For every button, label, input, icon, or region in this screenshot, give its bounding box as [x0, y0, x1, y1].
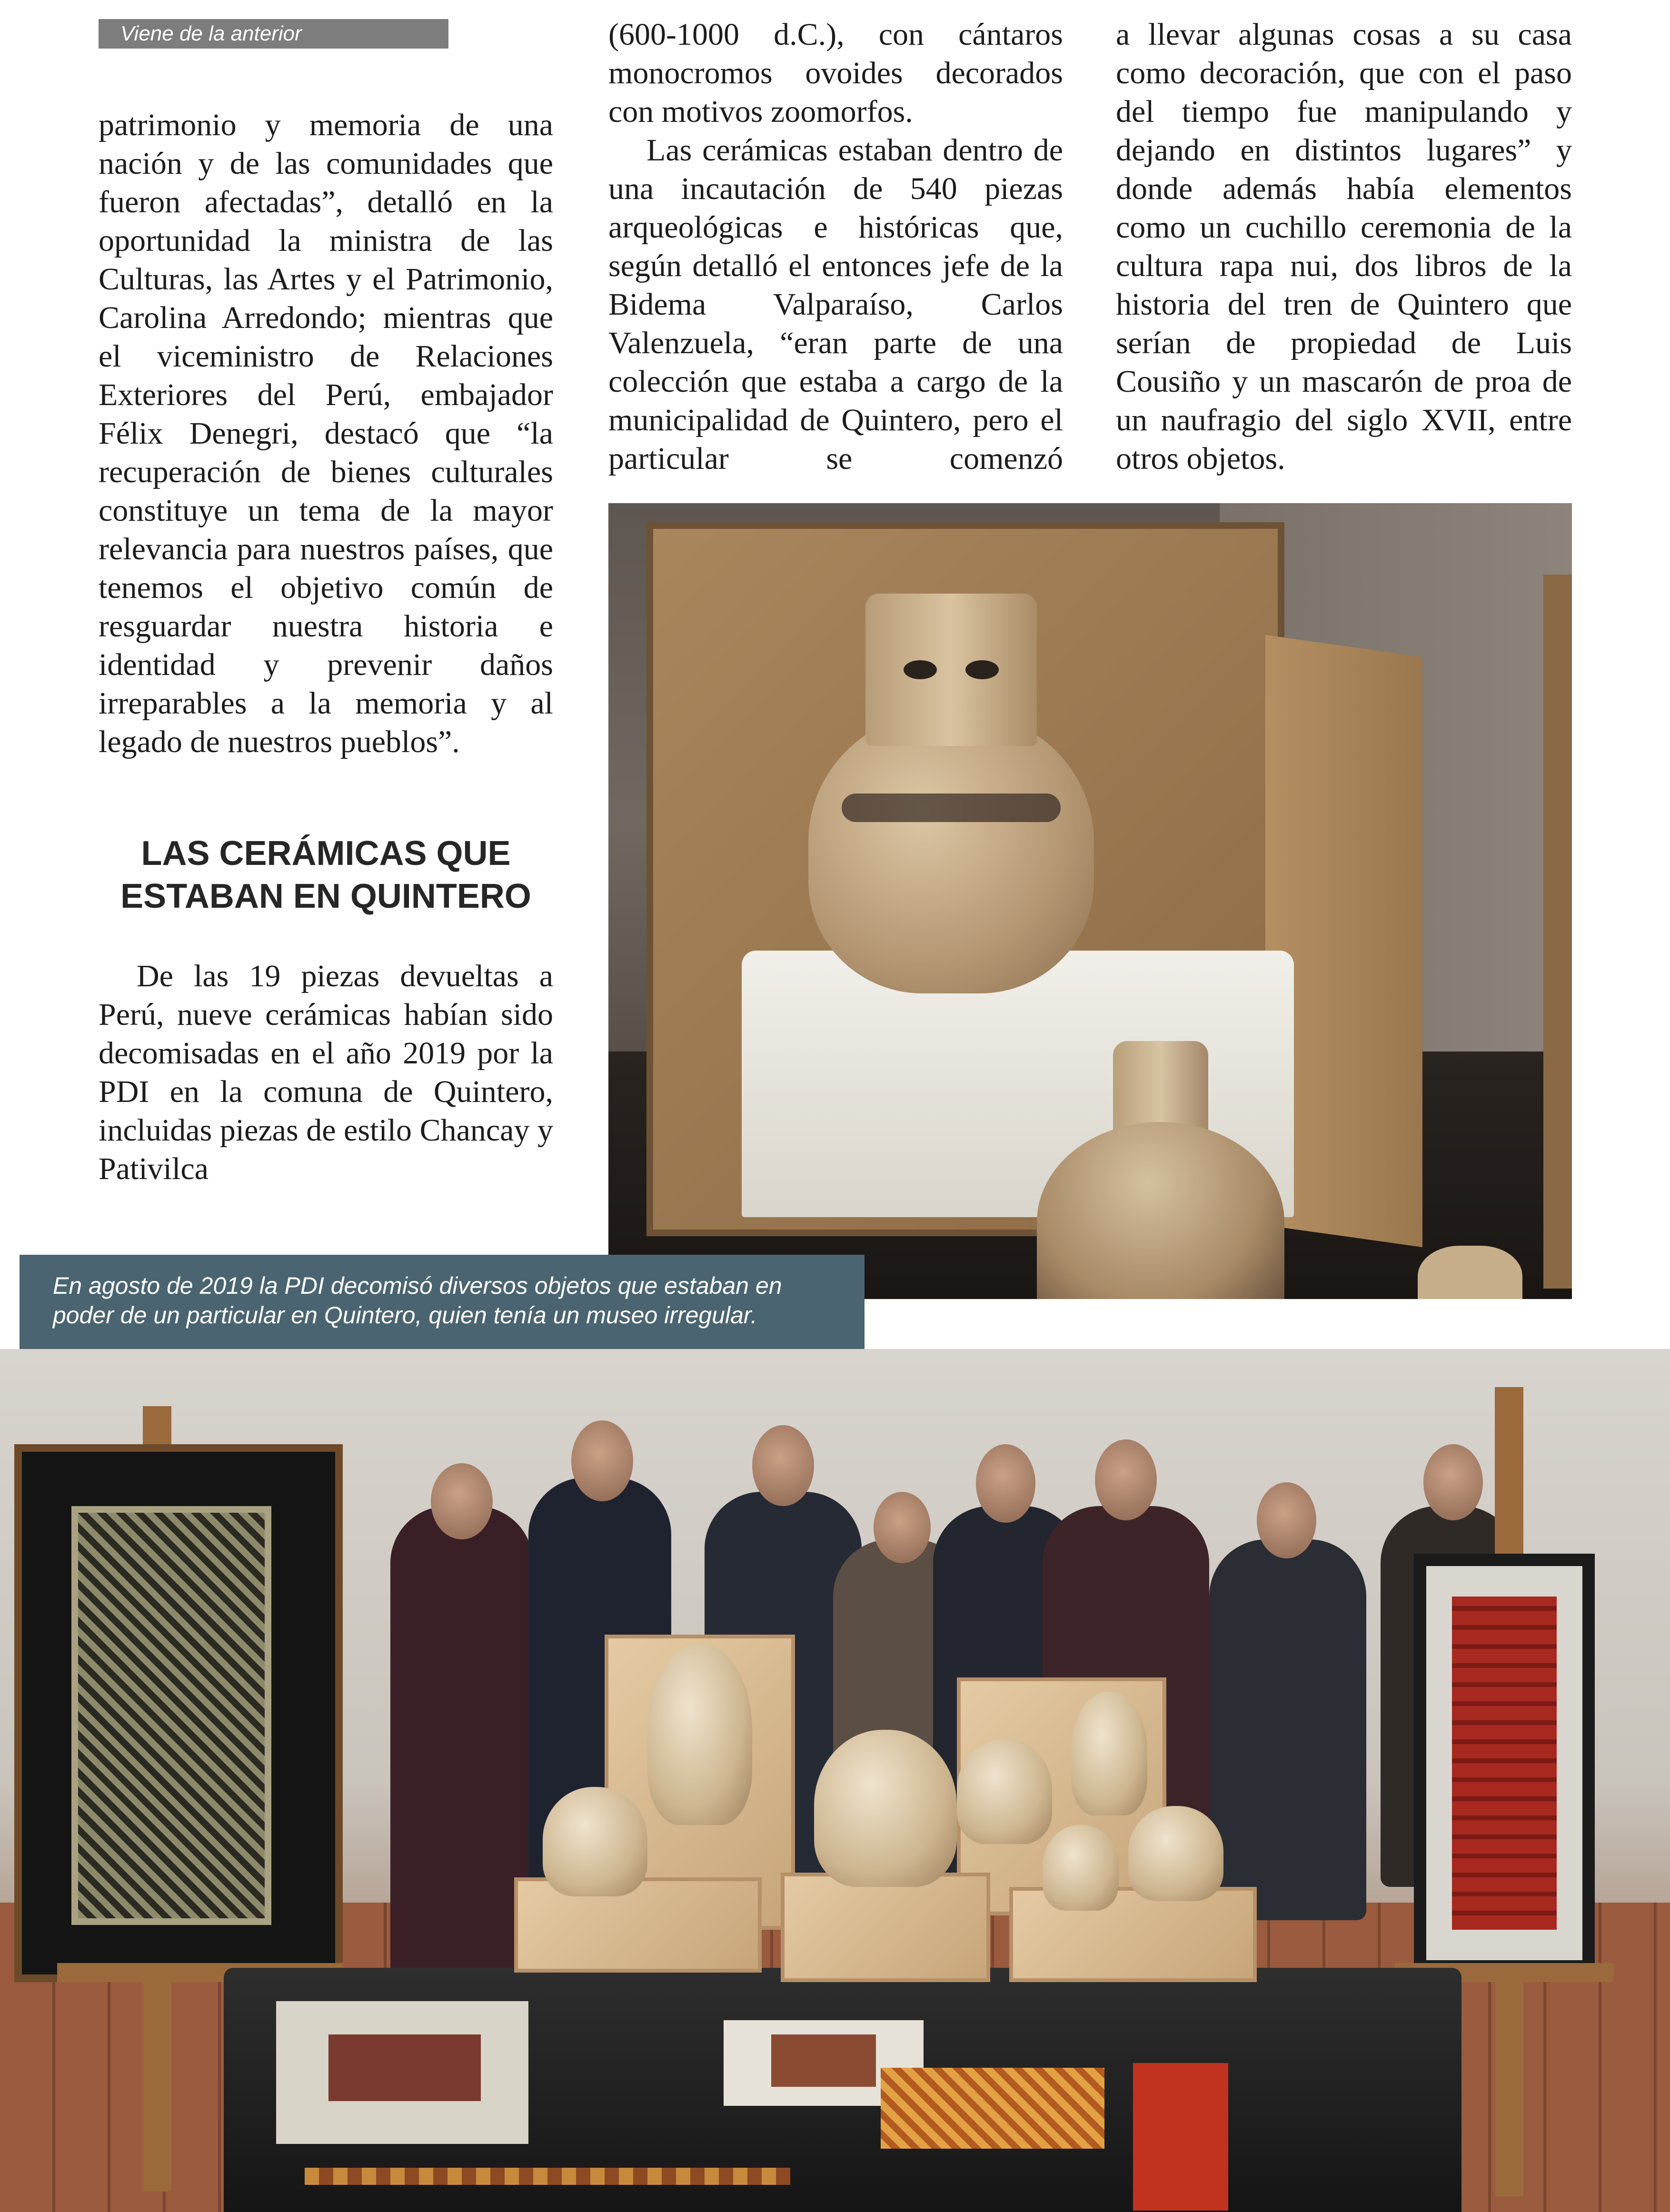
- caption-line-2: poder de un particular en Quintero, quien tenía un museo irregular.: [53, 1302, 757, 1329]
- column-1-section: [99, 957, 553, 1188]
- vessel-2: [543, 1787, 647, 1896]
- vessel-7: [1128, 1806, 1223, 1901]
- tray-2: [781, 1873, 990, 1982]
- vessel-neck: [865, 594, 1037, 746]
- vessel-1: [647, 1644, 752, 1825]
- person-7-head: [1257, 1482, 1316, 1558]
- ceramic-vessel-photo: [608, 503, 1572, 1299]
- textile-left: [71, 1506, 271, 1925]
- column-2: [608, 15, 1063, 478]
- person-8-head: [1423, 1444, 1483, 1520]
- caption-line-1: En agosto de 2019 la PDI decomisó diversos objetos que estaban en: [53, 1272, 782, 1299]
- column-1-section-paragraph: De las 19 piezas devueltas a Perú, nueve cerámicas habían sido decomisadas en el año 2019 por la PDI en la comuna de Quintero, incluidas piezas de estilo Chancay y Pativilca: [99, 959, 553, 1186]
- vessel-6: [1043, 1825, 1119, 1911]
- cardboard-box-edge: [1543, 575, 1572, 1289]
- column-1: [99, 106, 553, 761]
- anthropomorphic-vessel: [808, 594, 1094, 993]
- person-5-head: [976, 1444, 1035, 1523]
- column-2-paragraph-1: (600-1000 d.C.), con cántaros monocromos ovoides decorados con motivos zoomorfos.: [608, 17, 1063, 129]
- vessel-5: [1071, 1692, 1147, 1815]
- column-3: [1116, 15, 1572, 478]
- person-1: [390, 1506, 533, 1982]
- vessel-4: [957, 1739, 1052, 1844]
- person-6-head: [1095, 1439, 1157, 1520]
- repatriation-ceremony-photo: [0, 1349, 1670, 2212]
- vessel-arms: [842, 794, 1061, 822]
- textile-fragment-2-pattern: [771, 2034, 876, 2087]
- textile-fragment-4: [1133, 2063, 1228, 2211]
- column-1-paragraph: patrimonio y memoria de una nación y de las comunidades que fueron afectadas”, detalló en la oportunidad la ministra de las Culturas, las Artes y el Patrimonio, Carolina Arredondo; mientras que el viceministro de Relaciones Exteriores del Perú, embajador Félix Denegri, destacó que “la recuperación de bienes culturales constituye un tema de la mayor relevancia para nuestros países, que tenemos el objetivo común de resguardar nuestra historia e identidad y prevenir daños irreparables a la memoria y al legado de nuestros pueblos”.: [99, 108, 553, 759]
- person-4-head: [874, 1492, 931, 1563]
- tray-3: [1009, 1887, 1257, 1982]
- tray-1: [514, 1877, 762, 1973]
- textile-fragment-1-pattern: [328, 2034, 481, 2101]
- textile-band: [305, 2168, 790, 2185]
- small-vessel: [1418, 1246, 1522, 1299]
- person-3-head: [752, 1425, 814, 1506]
- vessel-body: [808, 713, 1094, 993]
- vessel-eye-left: [904, 660, 937, 679]
- person-1-head: [431, 1463, 493, 1539]
- textile-fragment-3: [881, 2068, 1104, 2149]
- column-3-paragraph: a llevar algunas cosas a su casa como decoración, que con el paso del tiempo fue manipulando y dejando en distintos lugares” y donde además había elementos como un cuchillo ceremonia de la cultura rapa nui, dos libros de la historia del tren de Quintero que serían de propiedad de Luis Cousiño y un mascarón de proa de un naufragio del siglo XVII, entre otros objetos.: [1116, 17, 1572, 476]
- photo-caption: [20, 1255, 865, 1349]
- section-heading: LAS CERÁMICAS QUE ESTABAN EN QUINTERO: [120, 834, 531, 915]
- continued-label: Viene de la anterior: [99, 19, 448, 49]
- column-2-paragraph-2: Las cerámicas estaban dentro de una incautación de 540 piezas arqueológicas e históricas que, según detalló el entonces jefe de la Bidema Valparaíso, Carlos Valenzuela, “eran parte de una colección que estaba a cargo de la municipalidad de Quintero, pero el particular se comenzó: [608, 133, 1063, 476]
- vessel-3: [814, 1730, 957, 1887]
- textile-right: [1452, 1597, 1557, 1930]
- person-7: [1209, 1539, 1366, 1920]
- person-2-head: [571, 1420, 633, 1501]
- vessel-eye-right: [965, 660, 999, 679]
